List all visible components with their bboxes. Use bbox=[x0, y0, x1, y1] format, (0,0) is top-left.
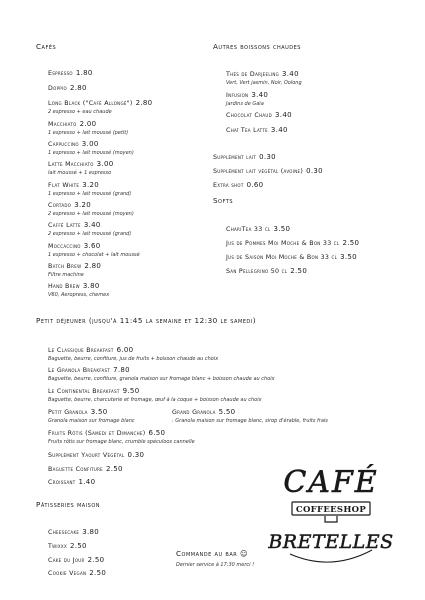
menu-item-caffe-latte: Caffè Latte 3.40 2 espresso + lait moussé (grand) bbox=[48, 221, 132, 237]
menu-item-san-pellegrino: San Pellegrino 50 cl 2.50 bbox=[226, 267, 308, 275]
menu-item-latte-macchiato: Latte Macchiato 3.00 lait moussé + 1 espresso bbox=[48, 160, 114, 176]
logo-band-text: COFFEESHOP bbox=[295, 505, 367, 515]
petit-dejeuner-title: Petit déjeuner (jusqu'à 11:45 la semaine et 12:30 le samedi) bbox=[36, 316, 257, 325]
menu-item-supplement-yaourt: Supplément Yaourt Végétal 0.30 bbox=[48, 451, 145, 459]
menu-item-jus-pommes: Jus de Pommes Moi Moche & Bon 33 cl 2.50 bbox=[226, 239, 360, 247]
menu-item-supplement-lait: Supplément lait 0.30 bbox=[213, 153, 276, 161]
commande-title: Commande au bar ☺ bbox=[176, 549, 249, 558]
menu-item-chai: Chaï Tea Latte 3.40 bbox=[226, 126, 288, 134]
menu-item-cookie-vegan: Cookie Vegan 2.50 bbox=[48, 569, 107, 577]
logo-cup-handle bbox=[325, 516, 337, 522]
autres-boissons-title: Autres boissons chaudes bbox=[213, 42, 301, 51]
menu-item-cheesecake: Cheesecake 3.80 bbox=[48, 528, 100, 536]
dernier-service-note: Dernier service à 17:30 merci ! bbox=[176, 562, 255, 568]
menu-item-baguette-confiture: Baguette Confiture 2.50 bbox=[48, 465, 123, 473]
menu-item-twixxx: Twixxx 2.50 bbox=[48, 542, 87, 550]
menu-item-cortado: Cortado 3.20 2 espresso + lait moussé (moyen) bbox=[48, 201, 134, 217]
cafe-bretelles-logo bbox=[268, 450, 394, 576]
menu-item-petit-granola: Petit Granola 3.50 Granola maison sur fromage blanc bbox=[48, 408, 135, 424]
menu-item-long-black: Long Black ("Café Allongé") 2.80 2 espresso + eau chaude bbox=[48, 99, 153, 115]
logo-graphic bbox=[268, 450, 394, 576]
patisseries-title: Pâtisseries maison bbox=[36, 500, 101, 509]
menu-item-macchiato: Macchiato 2.00 1 espresso + lait moussé (petit) bbox=[48, 120, 129, 136]
menu-item-doppio: Doppio 2.80 bbox=[48, 84, 87, 92]
menu-item-thes: Thés de Darjeeling 3.40 Vert, Vert jasmin, Noir, Oolong bbox=[226, 70, 302, 86]
cafes-title: Cafés bbox=[36, 42, 57, 51]
menu-item-cake-du-jour: Cake du Jour 2.50 bbox=[48, 556, 105, 564]
menu-item-croissant: Croissant 1.40 bbox=[48, 478, 96, 486]
menu-item-charitea: ChariTea 33 cl 3.50 bbox=[226, 225, 291, 233]
menu-item-moccaccino: Moccaccino 3.60 1 espresso + chocolat + lait moussé bbox=[48, 242, 140, 258]
menu-item-batch-brew: Batch Brew 2.80 Filtre machine bbox=[48, 262, 102, 278]
softs-title: Softs bbox=[213, 196, 234, 205]
menu-item-continental-breakfast: Le Continental Breakfast 9.50 Baguette, beurre, charcuterie et fromage, œuf à la coque + boisson chaude au choix bbox=[48, 387, 262, 403]
menu-item-flat-white: Flat White 3.20 1 espresso + lait moussé (grand) bbox=[48, 181, 132, 197]
menu-item-chocolat: Chocolat Chaud 3.40 bbox=[226, 111, 292, 119]
menu-item-jus-saison: Jus de Saison Moi Moche & Bon 33 cl 3.50 bbox=[226, 253, 357, 261]
menu-item-extra-shot: Extra shot 0.60 bbox=[213, 181, 264, 189]
menu-item-grand-granola: Grand Granola 5.50 : Granola maison sur fromage blanc, sirop d'érable, fruits frais bbox=[172, 408, 328, 424]
logo-bottom-text: BRETELLES bbox=[268, 531, 394, 553]
logo-top-text: CAFÉ bbox=[283, 465, 379, 500]
menu-item-cappuccino: Cappuccino 3.00 1 espresso + lait moussé (moyen) bbox=[48, 140, 134, 156]
menu-item-hand-brew: Hand Brew 3.80 V60, Aeropress, chemex bbox=[48, 282, 110, 298]
menu-item-classique-breakfast: Le Classique Breakfast 6.00 Baguette, beurre, confiture, jus de fruits + boisson chaude au choix bbox=[48, 346, 219, 362]
menu-item-supplement-vegetal: Supplément lait végétal (avoine) 0.30 bbox=[213, 167, 323, 175]
menu-item-espresso: Espresso 1.80 bbox=[48, 69, 93, 77]
menu-item-granola-breakfast: Le Granola Breakfast 7.80 Baguette, beurre, confiture, granola maison sur fromage blanc + boisson chaude au choix bbox=[48, 366, 275, 382]
menu-item-fruits-rotis: Fruits Rôtis (Samedi et Dimanche) 6.50 Fruits rôtis sur fromage blanc, crumble spéculoos cannelle bbox=[48, 429, 195, 445]
menu-item-infusion: Infusion 3.40 Jardins de Gaïa bbox=[226, 91, 269, 107]
